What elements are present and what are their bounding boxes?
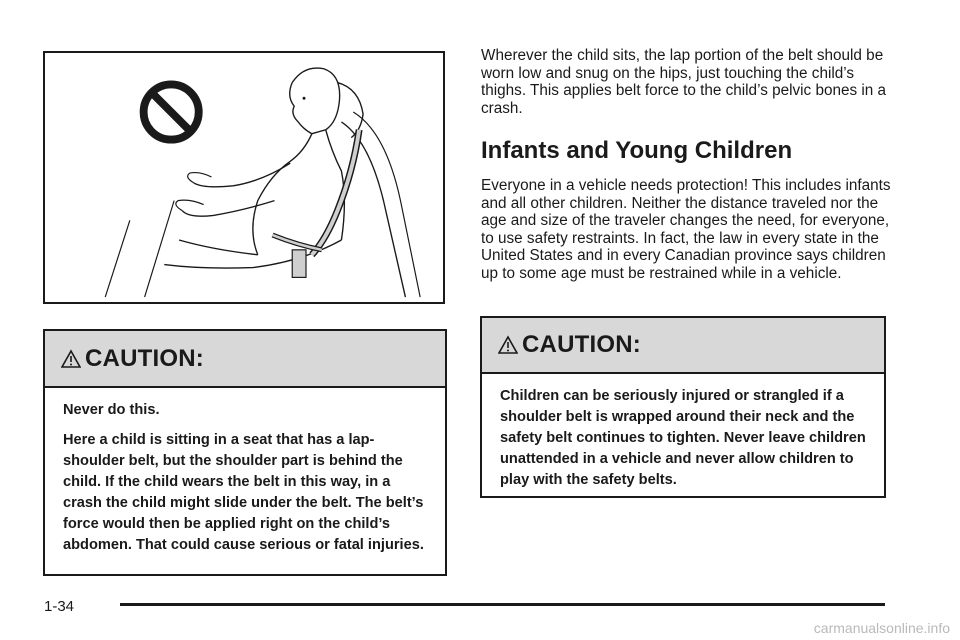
page-number: 1-34 [44, 598, 75, 615]
caution-body [482, 374, 884, 491]
caution-header [45, 331, 445, 388]
section-heading: Infants and Young Children [481, 137, 793, 164]
illustration-figure [43, 51, 445, 304]
watermark: carmanualsonline.info [813, 620, 950, 636]
warning-triangle-icon [61, 349, 81, 369]
caution-box-left [43, 329, 447, 576]
caution-paragraph: Here a child is sitting in a seat that has a lap-shoulder belt, but the shoulder part is behind the child. If the child wears the belt in this way, in a crash the child might slide under the belt. The belt’s force would then be applied right on the child’s abdomen. That could cause serious or fatal injuries. [63, 432, 424, 553]
caution-box-right [480, 316, 886, 498]
child-seat-illustration [45, 53, 443, 302]
footer-rule [120, 603, 885, 606]
body-paragraph: Everyone in a vehicle needs protection! This includes infants and all other children. Neither the distance traveled nor the age and size of the traveler changes the need, for everyone, to use safety restraints. In fact, the law in every state in the United States and in every Canadian province says children up to some age must be restrained while in a vehicle. [481, 177, 891, 282]
caution-header [482, 318, 884, 374]
caution-paragraph: Children can be seriously injured or strangled if a shoulder belt is wrapped around their neck and the safety belt continues to tighten. Never leave children unattended in a vehicle and never allow children to play with the safety belts. [500, 388, 866, 488]
caution-paragraph: Never do this. [63, 402, 160, 418]
warning-triangle-icon [498, 335, 518, 355]
caution-body [45, 388, 445, 556]
no-symbol-icon [144, 84, 199, 139]
intro-paragraph: Wherever the child sits, the lap portion of the belt should be worn low and snug on the hips, just touching the child’s thighs. This applies belt force to the child’s pelvic bones in a crash. [481, 47, 887, 117]
caution-title: CAUTION: [85, 344, 204, 372]
caution-title: CAUTION: [522, 331, 641, 358]
